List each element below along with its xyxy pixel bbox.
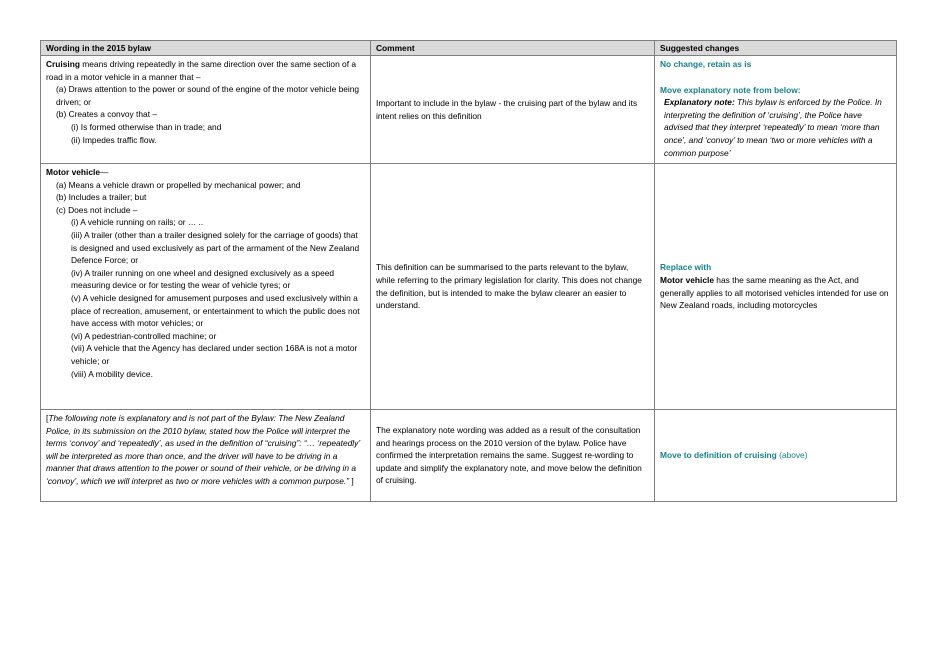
explanatory-note-paragraph: [46, 412, 365, 488]
subclause-i: (i) A vehicle running on rails; or … ..: [71, 217, 204, 228]
comment-text: The explanatory note wording was added as a result of the consultation and hearings process on the 2010 version of the bylaw. Police have confirmed the interpretation remains the same. Suggest re-wording to update and simplify the explanatory note, and move below the definition of cruising.: [376, 425, 642, 486]
column-header-wording: Wording in the 2015 bylaw: [41, 41, 371, 56]
subclause-iii: (iii) A trailer (other than a trailer designed solely for the carriage of goods) that is designed and used exclusively as part of the armament of the New Zealand Defence Force; or: [71, 229, 360, 266]
subclause-ii: (ii) Impedes traffic flow.: [71, 134, 157, 145]
change-cell-motor-vehicle: [655, 164, 897, 410]
change-heading-move-note: Move explanatory note from below:: [660, 84, 801, 95]
clause-b: (b) Creates a convoy that –: [56, 109, 158, 120]
clause-c: (c) Does not include –: [56, 204, 138, 215]
wording-cell-motor-vehicle: [41, 164, 371, 410]
table-row: [41, 410, 897, 502]
cruising-definition: [46, 58, 365, 83]
change-heading-replace: Replace with: [660, 262, 712, 273]
clause-a: (a) Draws attention to the power or sound of the engine of the motor vehicle being driven; or: [56, 84, 360, 107]
explanatory-note-text: This bylaw is enforced by the Police. In interpreting the definition of ‘cruising’, the Police have advised that they interpret ‘repeatedly’ to mean ‘more than once’, and ‘convoy’ to mean ‘two or more vehicles with a common purpose’: [664, 97, 882, 158]
subclause-viii: (viii) A mobility device.: [71, 368, 153, 379]
table-row: [41, 164, 897, 410]
comment-text: Important to include in the bylaw - the cruising part of the bylaw and its intent relies on this definition: [376, 97, 638, 121]
close-bracket: ]: [349, 475, 354, 486]
comment-cell-explanatory-note: [371, 410, 655, 502]
change-cell-explanatory-note: [655, 410, 897, 502]
wording-cell-explanatory-note: [41, 410, 371, 502]
clause-a: (a) Means a vehicle drawn or propelled by mechanical power; and: [56, 179, 301, 190]
comment-cell-cruising: [371, 56, 655, 164]
explanatory-note: [660, 96, 891, 159]
move-instruction: [660, 449, 891, 462]
explanatory-note-label: Explanatory note:: [664, 97, 735, 108]
table-header-row: [41, 41, 897, 56]
column-header-suggested-changes: Suggested changes: [655, 41, 897, 56]
replacement-text: has the same meaning as the Act, and generally applies to all motorised vehicles intended for use on New Zealand roads, including motorcycles: [660, 274, 889, 311]
open-bracket: [: [46, 413, 49, 423]
wording-cell-cruising: [41, 56, 371, 164]
motor-vehicle-term: [46, 166, 365, 179]
column-header-comment: Comment: [371, 41, 655, 56]
table-row: [41, 56, 897, 164]
clause-b: (b) Includes a trailer; but: [56, 192, 147, 203]
term-cruising: Cruising: [46, 59, 80, 69]
comment-cell-motor-vehicle: [371, 164, 655, 410]
move-instruction-main: Move to definition of cruising: [660, 450, 777, 461]
change-cell-cruising: [655, 56, 897, 164]
subclause-v: (v) A vehicle designed for amusement purposes and used exclusively within a place of recreation, amusement, or entertainment to which the public does not have access with motor vehicles; or: [71, 292, 360, 329]
subclause-vi: (vi) A pedestrian-controlled machine; or: [71, 330, 217, 341]
term-motor-vehicle: Motor vehicle: [46, 167, 100, 177]
replacement-definition: [660, 274, 891, 312]
subclause-iv: (iv) A trailer running on one wheel and designed exclusively as a speed measuring device or for testing the wear of vehicle tyres; or: [71, 267, 335, 291]
subclause-i: (i) Is formed otherwise than in trade; and: [71, 121, 222, 132]
cruising-definition-text: means driving repeatedly in the same direction over the same section of a road in a motor vehicle in a manner that –: [46, 59, 357, 82]
move-instruction-tail: (above): [776, 450, 808, 461]
change-heading-no-change: No change, retain as is: [660, 59, 752, 69]
comment-text: This definition can be summarised to the parts relevant to the bylaw, while referring to the primary legislation for clarity. This does not change the definition, but is intended to make the bylaw clearer an easier to understand.: [376, 262, 642, 311]
explanatory-note-text: The following note is explanatory and is not part of the Bylaw: The New Zealand Police, in its submission on the 2010 bylaw, stated how the Police will interpret the terms ‘convoy’ and ‘repeatedly’, as used in the definition of “cruising”: “… ‘repeatedly’ will be interpreted as more than once, and the driver will have to be driving in a manner that draws attention to the power or sound of their vehicle, or be driving in a ‘convoy’, which we will interpret as two or more vehicles with a common purpose.”: [46, 413, 360, 486]
bylaw-comparison-table: [40, 40, 897, 502]
subclause-vii: (vii) A vehicle that the Agency has declared under section 168A is not a motor vehicle; or: [71, 343, 358, 366]
term-dash: —: [99, 167, 109, 177]
replacement-term: Motor vehicle: [660, 274, 714, 285]
